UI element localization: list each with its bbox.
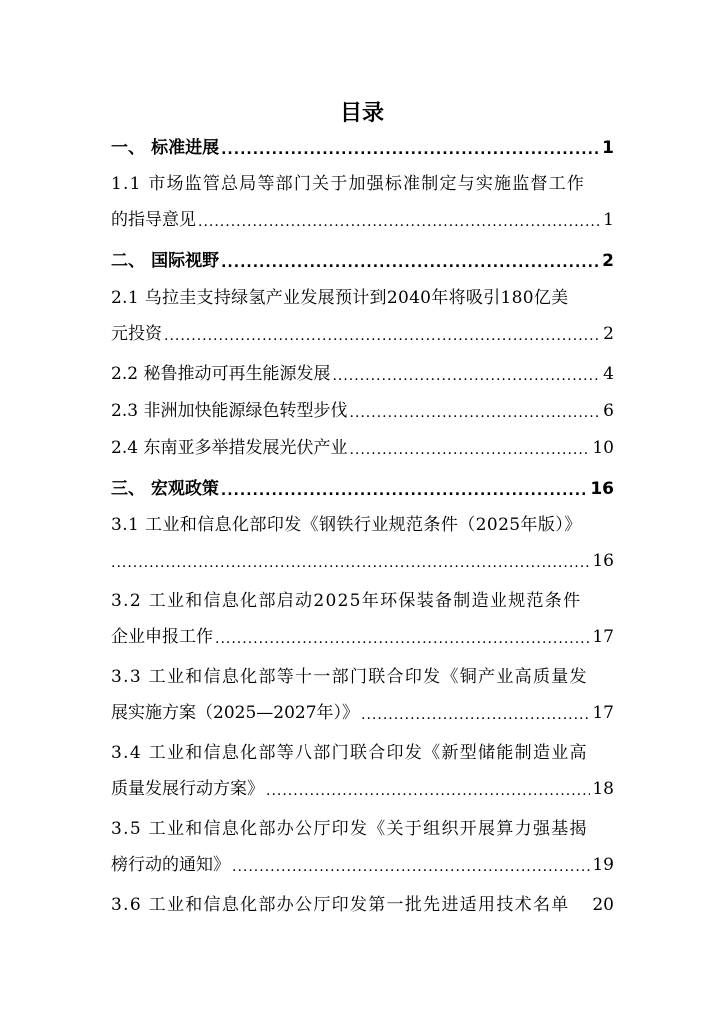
page-number: 1 bbox=[603, 210, 614, 230]
toc-item-3-6[interactable] bbox=[111, 891, 614, 919]
page-number: 10 bbox=[592, 438, 614, 458]
page-number: 16 bbox=[592, 551, 614, 571]
toc-item-3-2-line1[interactable] bbox=[111, 587, 614, 615]
toc-item-2-3[interactable] bbox=[111, 395, 614, 423]
leader-dots bbox=[232, 857, 590, 877]
leader-dots bbox=[349, 403, 601, 423]
leader-dots bbox=[266, 781, 590, 801]
section-number: 二、 bbox=[111, 251, 145, 271]
section-number: 一、 bbox=[111, 138, 145, 158]
toc-item-3-1-line1[interactable] bbox=[111, 511, 614, 539]
toc-item-3-2[interactable] bbox=[111, 621, 614, 649]
toc-item-2-2[interactable] bbox=[111, 358, 614, 386]
toc-item-text: 企业申报工作 bbox=[111, 627, 213, 647]
toc-item-text: 1.1 市场监管总局等部门关于加强标准制定与实施监督工作 bbox=[111, 174, 586, 194]
toc-item-text: 的指导意见 bbox=[111, 210, 196, 230]
toc-item-3-5[interactable] bbox=[111, 849, 614, 877]
leader-dots bbox=[164, 326, 601, 346]
toc-item-3-4[interactable] bbox=[111, 773, 614, 801]
page-number: 4 bbox=[603, 364, 614, 384]
toc-item-text: 2.4 东南亚多举措发展光伏产业 bbox=[111, 438, 348, 458]
toc-item-text: 3.5 工业和信息化部办公厅印发《关于组织开展算力强基揭 bbox=[111, 819, 588, 839]
toc-item-text: 质量发展行动方案》 bbox=[111, 779, 264, 799]
page-title: 目录 bbox=[339, 101, 384, 126]
section-label: 宏观政策 bbox=[150, 479, 219, 499]
toc-item-2-1-line1[interactable] bbox=[111, 284, 614, 312]
toc-section-2[interactable] bbox=[111, 245, 614, 273]
toc-item-text: 3.1 工业和信息化部印发《钢铁行业规范条件（2025年版）》 bbox=[111, 515, 582, 535]
section-label: 国际视野 bbox=[151, 251, 220, 271]
leader-dots bbox=[349, 440, 590, 460]
toc-item-text: 2.2 秘鲁推动可再生能源发展 bbox=[111, 364, 331, 384]
toc-item-text: 3.4 工业和信息化部等八部门联合印发《新型储能制造业高 bbox=[111, 743, 588, 763]
leader-dots bbox=[198, 212, 601, 232]
toc-item-text: 2.1 乌拉圭支持绿氢产业发展预计到2040年将吸引180亿美 bbox=[111, 288, 569, 308]
page-number: 18 bbox=[592, 779, 614, 799]
toc-item-2-1[interactable] bbox=[111, 318, 614, 346]
toc-section-3[interactable] bbox=[111, 473, 614, 501]
toc-item-1-1-line1[interactable] bbox=[111, 170, 614, 198]
page-number: 19 bbox=[592, 855, 614, 875]
leader-dots bbox=[215, 629, 590, 649]
toc-item-text: 2.3 非洲加快能源绿色转型步伐 bbox=[111, 401, 348, 421]
toc-item-text: 3.6 工业和信息化部办公厅印发第一批先进适用技术名单 bbox=[111, 895, 570, 915]
toc-item-3-5-line1[interactable] bbox=[111, 815, 614, 843]
toc-item-3-1[interactable] bbox=[111, 545, 614, 573]
leader-dots bbox=[221, 481, 588, 501]
page-number: 17 bbox=[592, 627, 614, 647]
toc-item-text: 榜行动的通知》 bbox=[111, 855, 230, 875]
toc-item-2-4[interactable] bbox=[111, 432, 614, 460]
section-label: 标准进展 bbox=[151, 138, 220, 158]
toc-section-1[interactable] bbox=[111, 132, 614, 160]
page-number: 2 bbox=[603, 324, 614, 344]
page-number: 1 bbox=[602, 138, 614, 158]
leader-dots bbox=[221, 140, 600, 160]
section-number: 三、 bbox=[111, 479, 145, 499]
toc-item-text: 3.2 工业和信息化部启动2025年环保装备制造业规范条件 bbox=[111, 591, 582, 611]
page-number: 2 bbox=[602, 251, 614, 271]
page-number: 17 bbox=[592, 703, 614, 723]
toc-item-text: 元投资 bbox=[111, 324, 162, 344]
toc-item-3-4-line1[interactable] bbox=[111, 739, 614, 767]
leader-dots bbox=[221, 253, 600, 273]
toc-item-text: 3.3 工业和信息化部等十一部门联合印发《铜产业高质量发 bbox=[111, 667, 588, 687]
page-number: 6 bbox=[603, 401, 614, 421]
toc-item-1-1[interactable] bbox=[111, 204, 614, 232]
page-number: 20 bbox=[592, 895, 614, 915]
toc-item-text: 展实施方案（2025—2027年）》 bbox=[111, 703, 360, 723]
leader-dots bbox=[361, 705, 590, 725]
leader-dots bbox=[332, 366, 601, 386]
toc-item-3-3-line1[interactable] bbox=[111, 663, 614, 691]
leader-dots bbox=[111, 553, 590, 573]
toc-item-3-3[interactable] bbox=[111, 697, 614, 725]
page-number: 16 bbox=[590, 479, 614, 499]
